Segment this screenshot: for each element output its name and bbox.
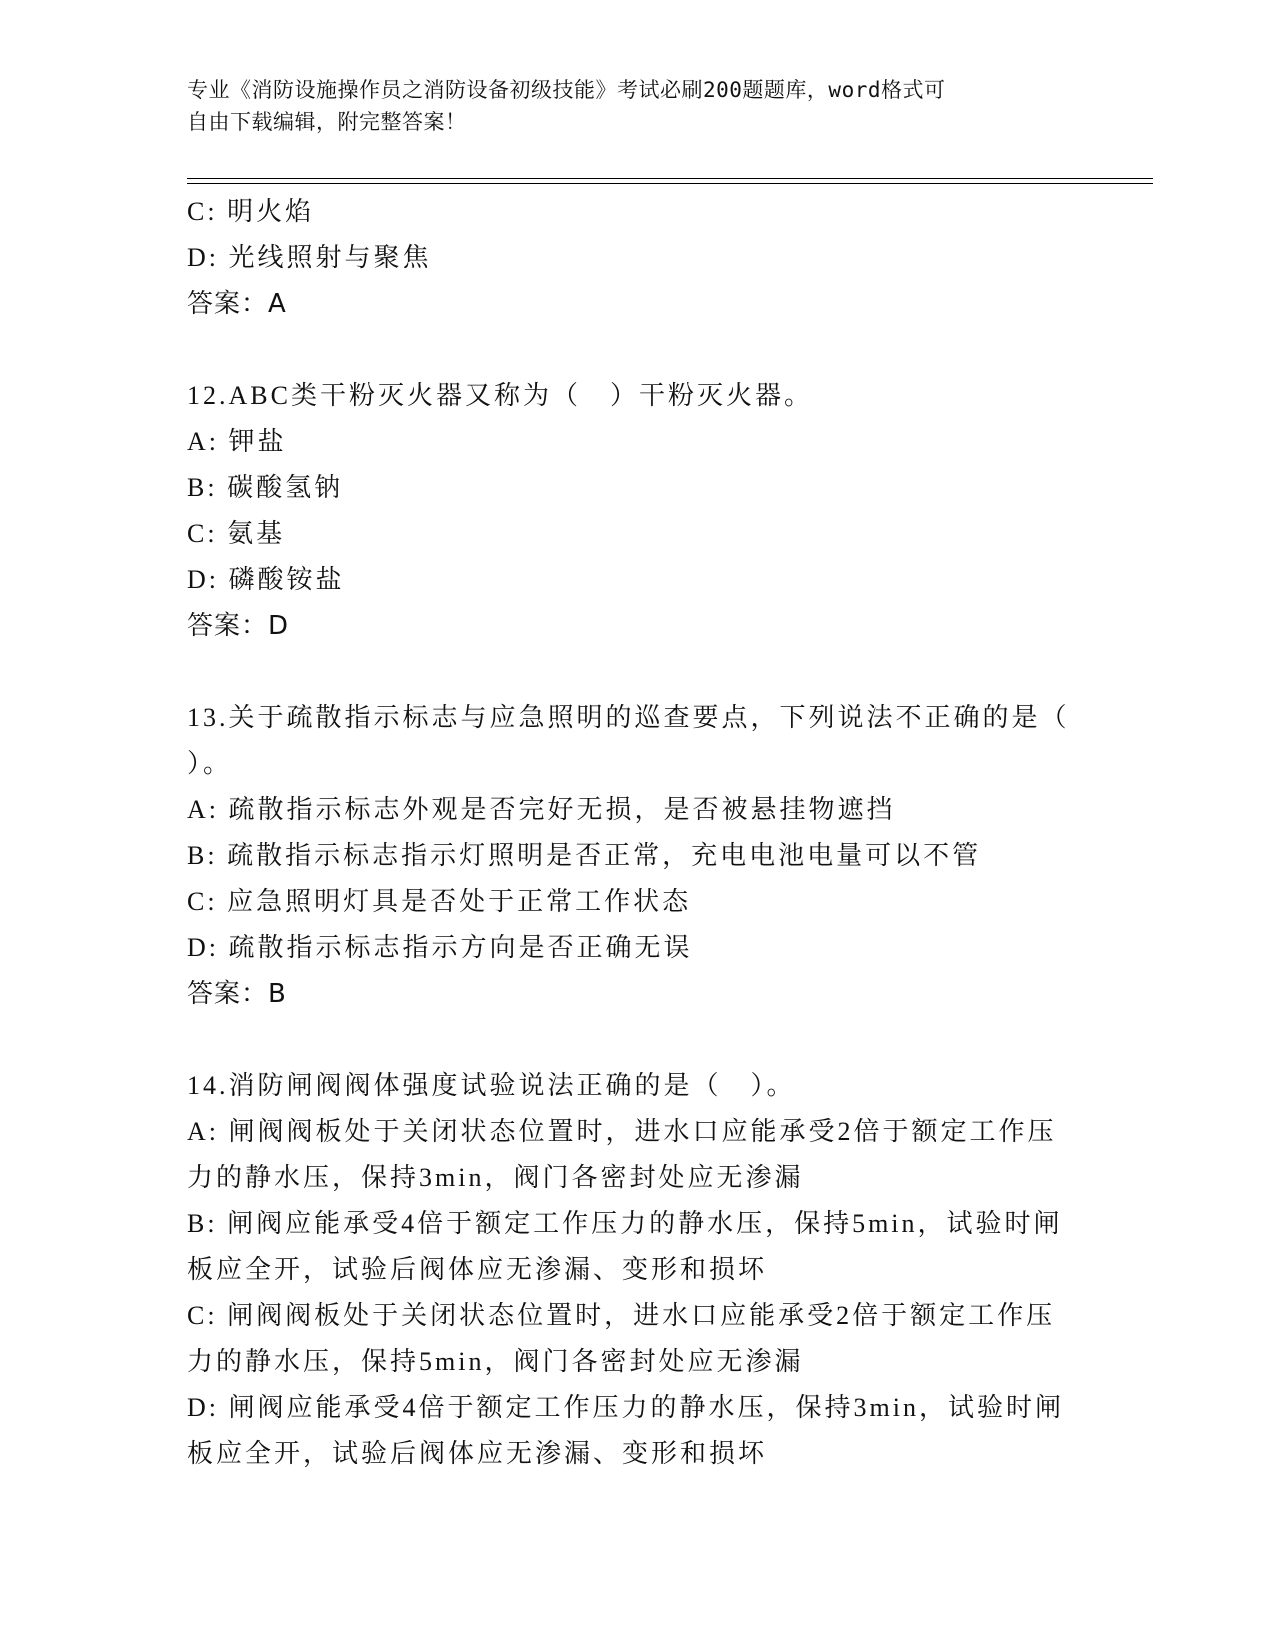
option-b-continued: 板应全开，试验后阀体应无渗漏、变形和损坏 (187, 1255, 768, 1284)
spacer (187, 1017, 1087, 1063)
option-b: B: 闸阀应能承受4倍于额定工作压力的静水压，保持5min，试验时闸 (187, 1209, 1063, 1238)
question-11-tail (187, 189, 1087, 327)
answer: 答案：D (187, 611, 290, 641)
spacer (187, 327, 1087, 373)
option-c: C: 应急照明灯具是否处于正常工作状态 (187, 887, 692, 916)
header-line-2: 自由下载编辑，附完整答案！ (187, 110, 467, 134)
header-divider-top (187, 178, 1153, 179)
option-d: D: 磷酸铵盐 (187, 565, 345, 594)
header-line-1: 专业《消防设施操作员之消防设备初级技能》考试必刷200题题库，word格式可 (187, 78, 946, 102)
question-text: 12.ABC类干粉灭火器又称为（ ）干粉灭火器。 (187, 381, 813, 410)
question-text: 13.关于疏散指示标志与应急照明的巡查要点，下列说法不正确的是（ (187, 703, 1070, 732)
option-d: D: 闸阀应能承受4倍于额定工作压力的静水压，保持3min，试验时闸 (187, 1393, 1064, 1422)
option-b: B: 疏散指示标志指示灯照明是否正常，充电电池电量可以不管 (187, 841, 982, 870)
option-c: C: 氨基 (187, 519, 286, 548)
option-a: A: 钾盐 (187, 427, 287, 456)
document-header (187, 74, 1087, 138)
option-d: D: 光线照射与聚焦 (187, 243, 432, 272)
option-a-continued: 力的静水压，保持3min，阀门各密封处应无渗漏 (187, 1163, 804, 1192)
header-divider-bottom (187, 183, 1153, 184)
option-d: D: 疏散指示标志指示方向是否正确无误 (187, 933, 693, 962)
question-text-continued: ）。 (187, 749, 233, 778)
option-a: A: 疏散指示标志外观是否完好无损，是否被悬挂物遮挡 (187, 795, 896, 824)
question-14 (187, 1063, 1087, 1477)
answer: 答案：B (187, 979, 287, 1009)
document-body (187, 189, 1087, 1477)
answer: 答案：A (187, 289, 287, 319)
question-13 (187, 695, 1087, 1017)
option-c-continued: 力的静水压，保持5min，阀门各密封处应无渗漏 (187, 1347, 804, 1376)
option-a: A: 闸阀阀板处于关闭状态位置时，进水口应能承受2倍于额定工作压 (187, 1117, 1057, 1146)
option-b: B: 碳酸氢钠 (187, 473, 344, 502)
spacer (187, 649, 1087, 695)
question-text: 14.消防闸阀阀体强度试验说法正确的是（ ）。 (187, 1071, 796, 1100)
option-d-continued: 板应全开，试验后阀体应无渗漏、变形和损坏 (187, 1439, 768, 1468)
question-12 (187, 373, 1087, 649)
option-c: C: 明火焰 (187, 197, 315, 226)
option-c: C: 闸阀阀板处于关闭状态位置时，进水口应能承受2倍于额定工作压 (187, 1301, 1056, 1330)
